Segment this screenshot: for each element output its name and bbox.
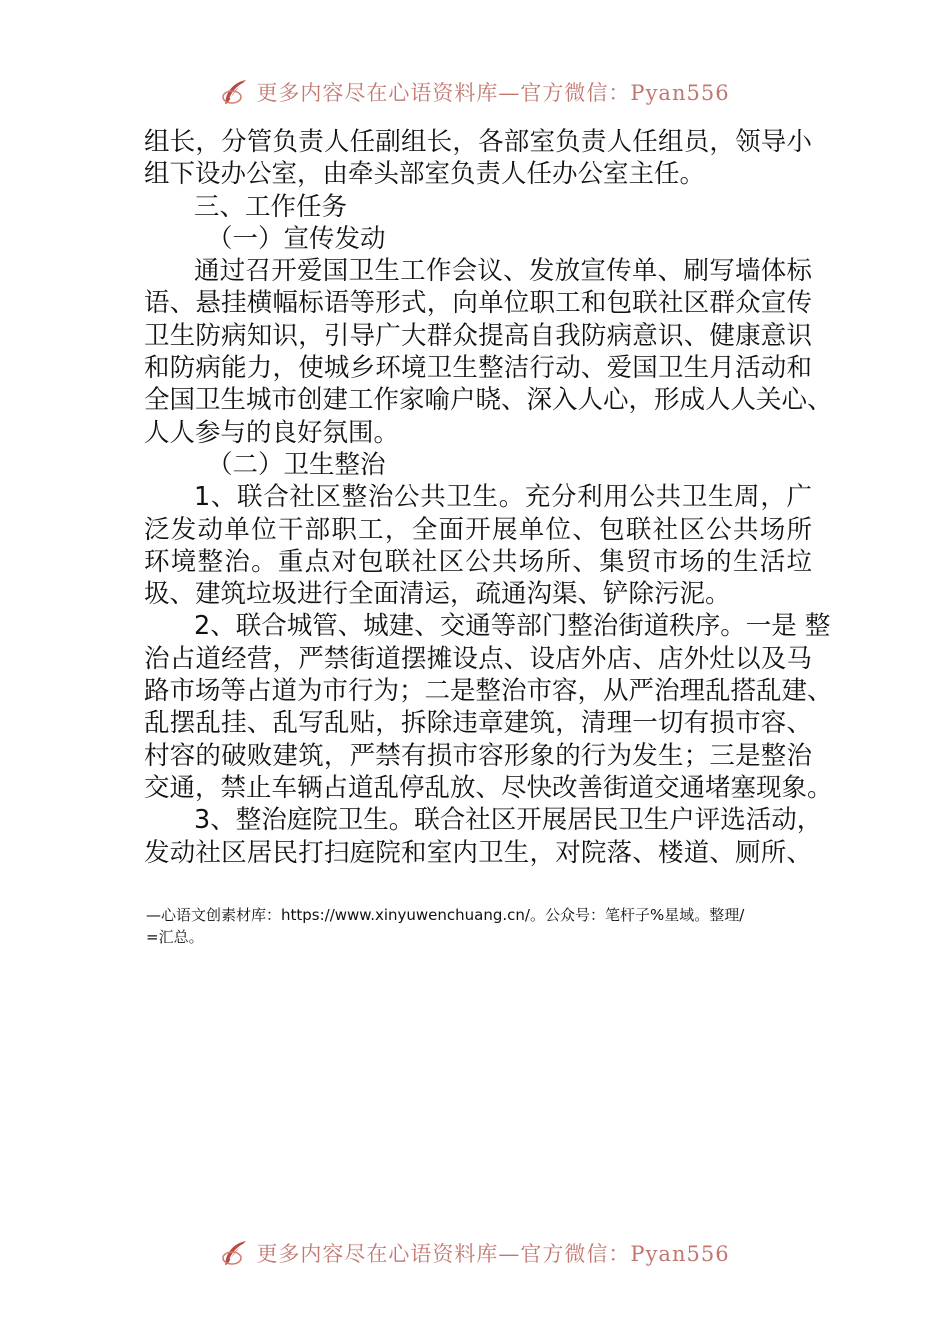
paragraph-first-line: 1、联合社区整治公共卫生。充分利用公共卫生周，广 bbox=[194, 482, 812, 513]
paragraph-first-line: 通过召开爱国卫生工作会议、发放宣传单、刷写墙体标 bbox=[194, 256, 812, 287]
watermark-banner-bottom bbox=[0, 1233, 950, 1273]
text-line: 卫生防病知识，引导广大群众提高自我防病意识、健康意识 bbox=[144, 320, 812, 351]
text-line: 交通，禁止车辆占道乱停乱放、尽快改善街道交通堵塞现象。 bbox=[144, 772, 833, 803]
text-line: 语、悬挂横幅标语等形式，向单位职工和包联社区群众宣传 bbox=[144, 288, 812, 319]
text-line: 圾、建筑垃圾进行全面清运，疏通沟渠、铲除污泥。 bbox=[144, 579, 731, 610]
watermark-text: 更多内容尽在心语资料库—官方微信：Pyan556 bbox=[256, 81, 730, 105]
source-footnote bbox=[146, 904, 836, 948]
text-line: 泛发动单位干部职工，全面开展单位、包联社区公共场所 bbox=[144, 514, 812, 545]
text-line: 村容的破败建筑，严禁有损市容形象的行为发生；三是整治 bbox=[144, 740, 812, 771]
footnote-line: =汇总。 bbox=[146, 928, 204, 946]
text-line: 发动社区居民打扫庭院和室内卫生，对院落、楼道、厕所、 bbox=[144, 837, 812, 868]
text-line: 乱摆乱挂、乱写乱贴，拆除违章建筑，清理一切有损市容、 bbox=[144, 708, 812, 739]
text-line: 环境整治。重点对包联社区公共场所、集贸市场的生活垃 bbox=[144, 546, 812, 577]
text-line: 全国卫生城市创建工作家喻户晓、深入人心，形成人人关心、 bbox=[144, 385, 833, 416]
footnote-line: —心语文创素材库：https://www.xinyuwenchuang.cn/。公众号：笔杆子%星域。整理/ bbox=[146, 906, 745, 924]
feather-logo-icon bbox=[220, 1237, 252, 1269]
text-line: 组长，分管负责人任副组长，各部室负责人任组员，领导小 bbox=[144, 127, 812, 157]
subsection-heading: （二）卫生整治 bbox=[207, 449, 386, 480]
watermark-text: 更多内容尽在心语资料库—官方微信：Pyan556 bbox=[256, 1242, 730, 1266]
paragraph-first-line: 3、整治庭院卫生。联合社区开展居民卫生户评选活动， bbox=[194, 805, 823, 836]
subsection-heading: （一）宣传发动 bbox=[207, 223, 386, 254]
text-line: 组下设办公室，由牵头部室负责人任办公室主任。 bbox=[144, 159, 706, 190]
feather-logo-icon bbox=[220, 76, 252, 108]
text-line: 治占道经营，严禁街道摆摊设点、设店外店、店外灶以及马 bbox=[144, 643, 812, 674]
text-line: 人人参与的良好氛围。 bbox=[144, 417, 400, 448]
text-line: 和防病能力，使城乡环境卫生整洁行动、爱国卫生月活动和 bbox=[144, 353, 812, 384]
document-body bbox=[144, 126, 833, 869]
watermark-banner-top bbox=[0, 72, 950, 112]
paragraph-first-line: 2、联合城管、城建、交通等部门整治街道秩序。一是 整 bbox=[194, 611, 831, 642]
section-heading: 三、工作任务 bbox=[194, 191, 348, 222]
text-line: 路市场等占道为市行为；二是整治市容，从严治理乱搭乱建、 bbox=[144, 676, 833, 707]
